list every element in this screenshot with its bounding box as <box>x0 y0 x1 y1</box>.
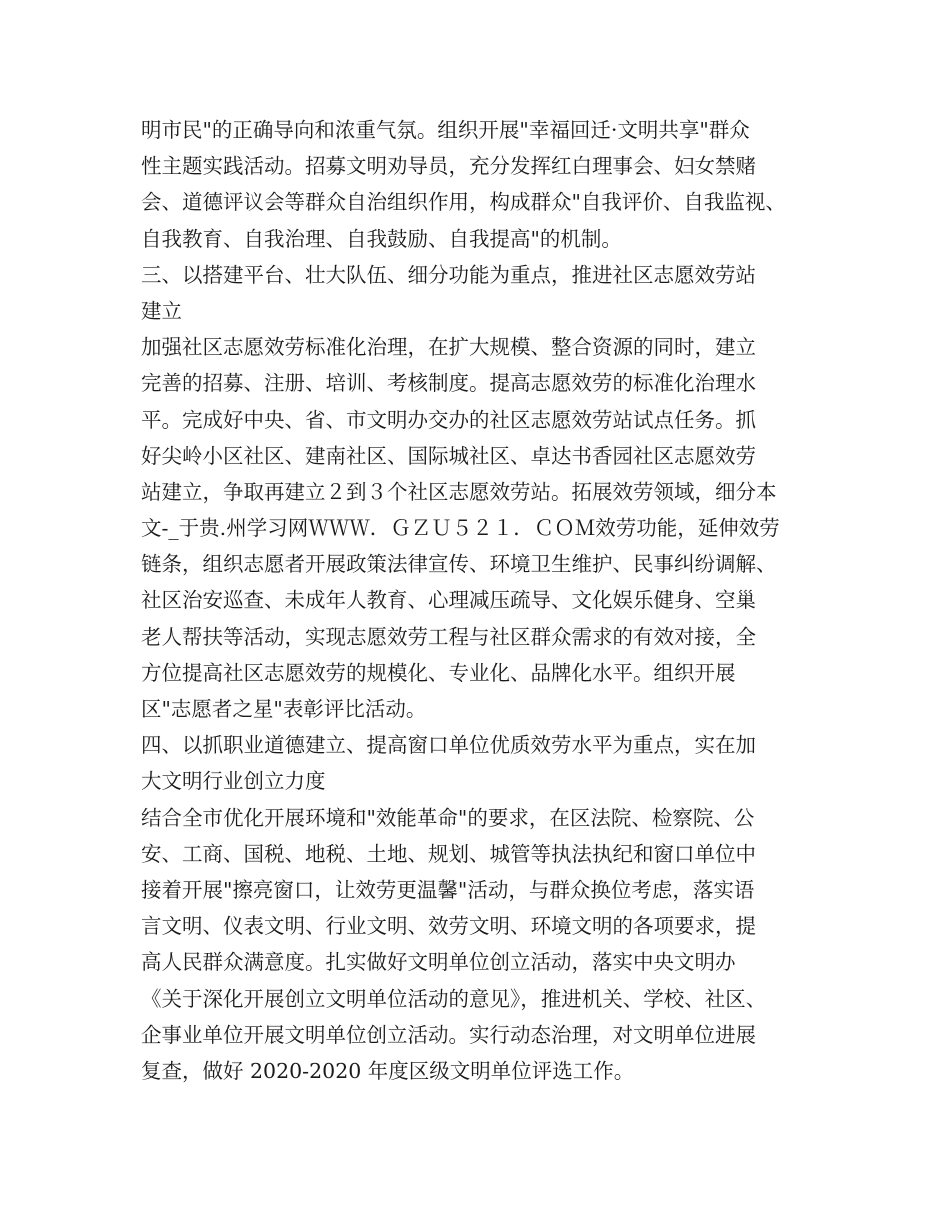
section-heading-line: 大文明行业创立力度 <box>141 769 326 794</box>
text-line: 平。完成好中央、省、市文明办交办的社区志愿效劳站试点任务。抓 <box>141 407 756 432</box>
document-body <box>141 112 831 1089</box>
section-heading-line: 四、以抓职业道德建立、提高窗口单位优质效劳水平为重点，实在加 <box>141 733 756 758</box>
text-line: 链条，组织志愿者开展政策法律宣传、环境卫生维护、民事纠纷调解、 <box>141 552 777 577</box>
text-line: 自我教育、自我治理、自我鼓励、自我提高"的机制。 <box>141 226 622 251</box>
text-line: 明市民"的正确导向和浓重气氛。组织开展"幸福回迁·文明共享"群众 <box>141 118 750 142</box>
text-line: 社区治安巡查、未成年人教育、心理减压疏导、文化娱乐健身、空巢 <box>141 588 756 613</box>
text-line: 方位提高社区志愿效劳的规模化、专业化、品牌化水平。组织开展 <box>141 660 736 685</box>
text-line: 区"志愿者之星"表彰评比活动。 <box>141 697 427 721</box>
section-heading-line: 建立 <box>141 298 182 323</box>
text-line: 《关于深化开展创立文明单位活动的意见》，推进机关、学校、社区、 <box>141 986 767 1011</box>
text-line: 性主题实践活动。招募文明劝导员，充分发挥红白理事会、妇女禁赌 <box>141 154 756 179</box>
text-line: 接着开展"擦亮窗口，让效劳更温馨"活动，与群众换位考虑，落实语 <box>141 877 755 902</box>
text-line: 言文明、仪表文明、行业文明、效劳文明、环境文明的各项要求，提 <box>141 914 756 939</box>
text-line: 复查，做好 2020-2020 年度区级文明单位评选工作。 <box>141 1058 635 1083</box>
text-line: 老人帮扶等活动，实现志愿效劳工程与社区群众需求的有效对接，全 <box>141 624 756 649</box>
text-line: 结合全市优化开展环境和"效能革命"的要求，在区法院、检察院、公 <box>141 805 755 830</box>
text-line: 会、道德评议会等群众自治组织作用，构成群众"自我评价、自我监视、 <box>141 190 786 215</box>
text-line: 企事业单位开展文明单位创立活动。实行动态治理，对文明单位进展 <box>141 1022 756 1047</box>
text-line: 站建立，争取再建立２到３个社区志愿效劳站。拓展效劳领域，细分本 <box>141 479 777 504</box>
text-line: 好尖岭小区社区、建南社区、国际城社区、卓达书香园社区志愿效劳 <box>141 443 756 468</box>
text-line: 完善的招募、注册、培训、考核制度。提高志愿效劳的标准化治理水 <box>141 371 756 396</box>
text-line: 高人民群众满意度。扎实做好文明单位创立活动，落实中央文明办 <box>141 950 736 975</box>
text-line: 安、工商、国税、地税、土地、规划、城管等执法执纪和窗口单位中 <box>141 841 756 866</box>
section-heading-line: 三、以搭建平台、壮大队伍、细分功能为重点，推进社区志愿效劳站 <box>141 262 756 287</box>
text-line: 文-_于贵.州学习网ＷＷＷ．ＧＺＵ５２１．ＣＯＭ效劳功能，延伸效劳 <box>141 516 780 541</box>
text-line: 加强社区志愿效劳标准化治理，在扩大规模、整合资源的同时，建立 <box>141 335 756 360</box>
